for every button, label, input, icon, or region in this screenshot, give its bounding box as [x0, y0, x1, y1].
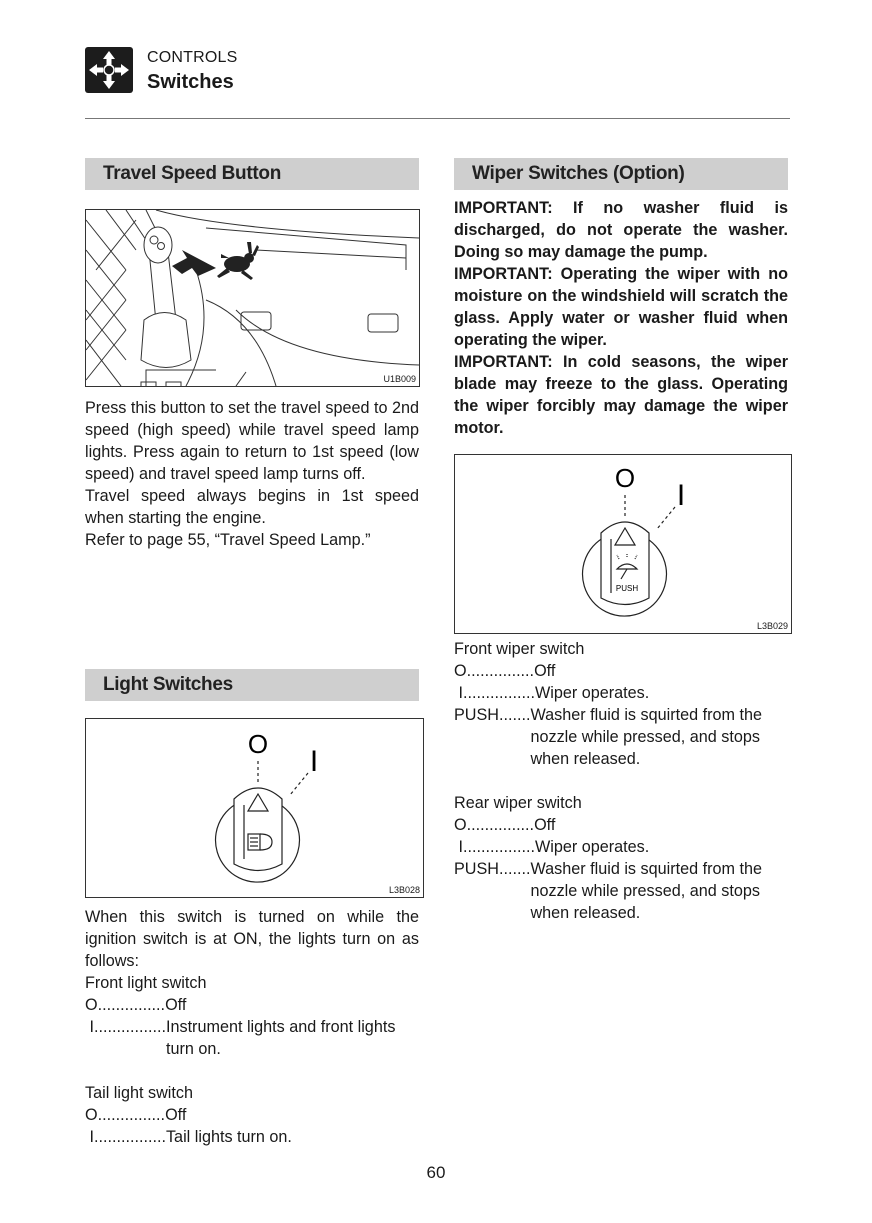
item-key: I................: [85, 1128, 166, 1146]
list-item: [85, 1126, 419, 1148]
list-item: [454, 660, 788, 682]
list-item: [454, 836, 788, 858]
item-value: Washer fluid is squirted from the nozzle while pressed, and stops when released.: [530, 706, 762, 768]
item-key: I................: [85, 1018, 166, 1036]
page-number: 60: [426, 1163, 446, 1182]
item-key: O...............: [454, 816, 535, 834]
item-value: Off: [165, 996, 187, 1014]
item-key: O...............: [85, 996, 166, 1014]
header-divider: [85, 118, 790, 119]
tail-light-switch-title: Tail light switch: [85, 1084, 193, 1102]
off-label: O: [247, 729, 269, 759]
light-switches-text: [85, 906, 419, 1148]
list-item: [454, 704, 788, 770]
on-label: I: [676, 479, 686, 512]
item-key: PUSH.......: [454, 860, 531, 878]
travel-speed-paragraph: Travel speed always begins in 1st speed when starting the engine.: [85, 487, 419, 527]
list-item: [85, 1016, 419, 1060]
wiper-important-notes: [454, 197, 788, 439]
header-title: Switches: [147, 71, 234, 93]
travel-speed-reference: Refer to page 55, “Travel Speed Lamp.”: [85, 531, 371, 549]
item-key: I................: [454, 838, 535, 856]
item-value: Off: [534, 816, 556, 834]
important-note: IMPORTANT: In cold seasons, the wiper blade may freeze to the glass. Operating the wiper forcibly may damage the wiper motor.: [454, 353, 788, 437]
off-label: O: [614, 463, 636, 493]
item-value: Washer fluid is squirted from the nozzle while pressed, and stops when released.: [530, 860, 762, 922]
item-key: O...............: [454, 662, 535, 680]
item-key: PUSH.......: [454, 706, 531, 724]
item-value: Wiper operates.: [534, 838, 650, 856]
travel-speed-figure: [85, 209, 420, 387]
list-item: [454, 858, 788, 924]
light-switches-intro: When this switch is turned on while the ignition switch is at ON, the lights turn on as follows:: [85, 908, 419, 970]
important-note: IMPORTANT: Operating the wiper with no moisture on the windshield will scratch the glass. Apply water or washer fluid when operating the wiper.: [454, 265, 788, 349]
wiper-switches-heading: Wiper Switches (Option): [454, 158, 788, 190]
travel-speed-paragraph: Press this button to set the travel speed to 2nd speed (high speed) while travel speed lamp lights. Press again to return to 1st speed (low speed) and travel speed lamp turns off.: [85, 399, 419, 483]
list-item: [454, 814, 788, 836]
list-item: [85, 1104, 419, 1126]
wiper-switch-figure-code: L3B029: [756, 621, 788, 631]
light-switch-figure-code: L3B028: [388, 885, 420, 895]
rear-wiper-switch-title: Rear wiper switch: [454, 794, 582, 812]
travel-speed-heading: Travel Speed Button: [85, 158, 419, 190]
list-item: [85, 994, 419, 1016]
travel-speed-text: [85, 397, 419, 551]
item-value: Off: [165, 1106, 187, 1124]
item-key: O...............: [85, 1106, 166, 1124]
item-value: Tail lights turn on.: [165, 1128, 292, 1146]
front-wiper-switch-title: Front wiper switch: [454, 640, 585, 658]
item-value: Wiper operates.: [534, 684, 650, 702]
list-item: [454, 682, 788, 704]
wiper-switch-figure: [454, 454, 792, 634]
controls-arrows-icon: [85, 47, 133, 93]
light-switches-heading: Light Switches: [85, 669, 419, 701]
wiper-switches-text: [454, 638, 788, 924]
header-section: CONTROLS: [147, 49, 238, 66]
travel-speed-figure-code: U1B009: [383, 374, 416, 384]
front-light-switch-title: Front light switch: [85, 974, 207, 992]
item-value: Off: [534, 662, 556, 680]
on-label: I: [309, 745, 319, 778]
push-label: PUSH: [615, 584, 639, 593]
item-value: Instrument lights and front lights turn on.: [165, 1018, 396, 1058]
light-switch-figure: [85, 718, 424, 898]
important-note: IMPORTANT: If no washer fluid is discharged, do not operate the washer. Doing so may damage the pump.: [454, 199, 788, 261]
item-key: I................: [454, 684, 535, 702]
